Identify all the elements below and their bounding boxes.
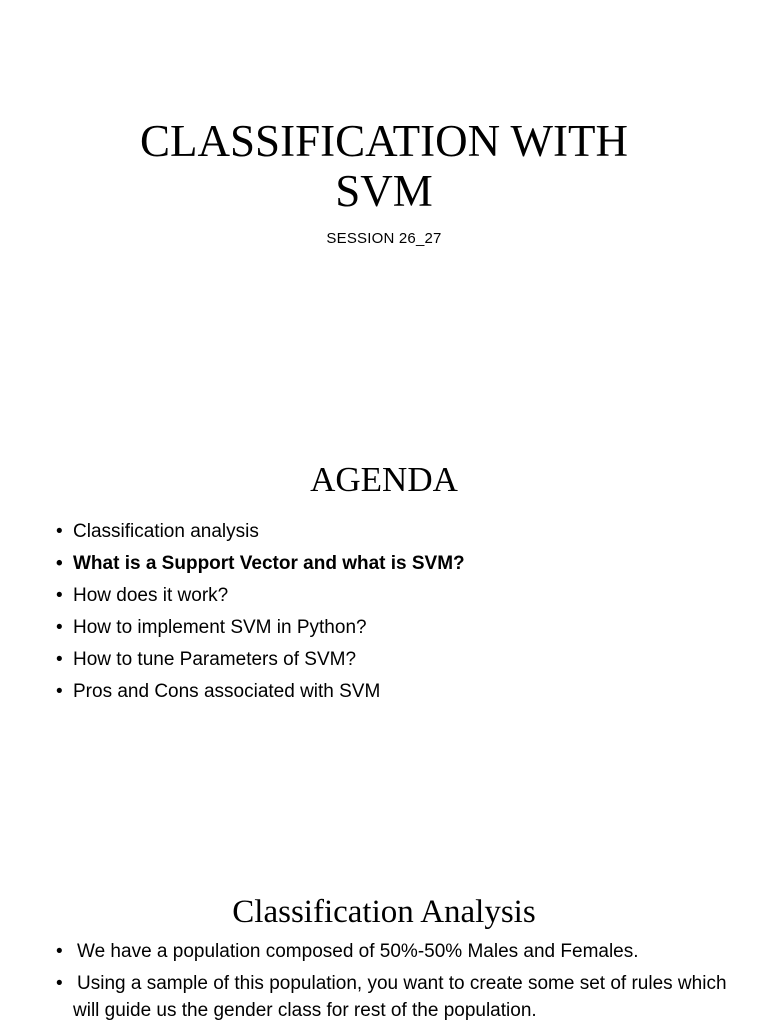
bullet-icon: • (56, 941, 63, 962)
bullet-icon: • (56, 553, 63, 574)
list-item (56, 938, 746, 965)
list-item-text: Using a sample of this population, you want to create some set of rules which will guide us the gender class for rest of the population. (73, 973, 727, 1021)
list-item-text: How to tune Parameters of SVM? (73, 649, 357, 670)
slide-agenda (0, 432, 768, 852)
list-item-text: Classification analysis (73, 521, 259, 542)
list-item (56, 970, 746, 1024)
classification-heading: Classification Analysis (232, 894, 536, 930)
list-item (56, 548, 736, 580)
list-item-text: Pros and Cons associated with SVM (73, 681, 381, 702)
bullet-icon: • (56, 617, 63, 638)
bullet-icon: • (56, 521, 63, 542)
bullet-icon: • (56, 649, 63, 670)
slide-title (0, 0, 768, 400)
agenda-list (56, 516, 736, 708)
list-item (56, 644, 736, 676)
bullet-icon: • (56, 585, 63, 606)
classification-list (56, 938, 746, 1029)
list-item-text: What is a Support Vector and what is SVM? (73, 553, 465, 574)
title-line-1: CLASSIFICATION WITH (140, 116, 628, 166)
bullet-icon: • (56, 681, 63, 702)
list-item-text: How does it work? (73, 585, 229, 606)
session-subtitle: SESSION 26_27 (326, 230, 442, 247)
title-line-2: SVM (335, 166, 433, 216)
slide-title-heading (0, 116, 768, 216)
list-item (56, 676, 736, 708)
list-item (56, 580, 736, 612)
list-item (56, 612, 736, 644)
agenda-heading: AGENDA (310, 460, 458, 499)
slide-classification-analysis (0, 864, 768, 1024)
list-item (56, 516, 736, 548)
list-item-text: We have a population composed of 50%-50% Males and Females. (77, 941, 639, 962)
bullet-icon: • (56, 973, 63, 994)
list-item-text: How to implement SVM in Python? (73, 617, 367, 638)
